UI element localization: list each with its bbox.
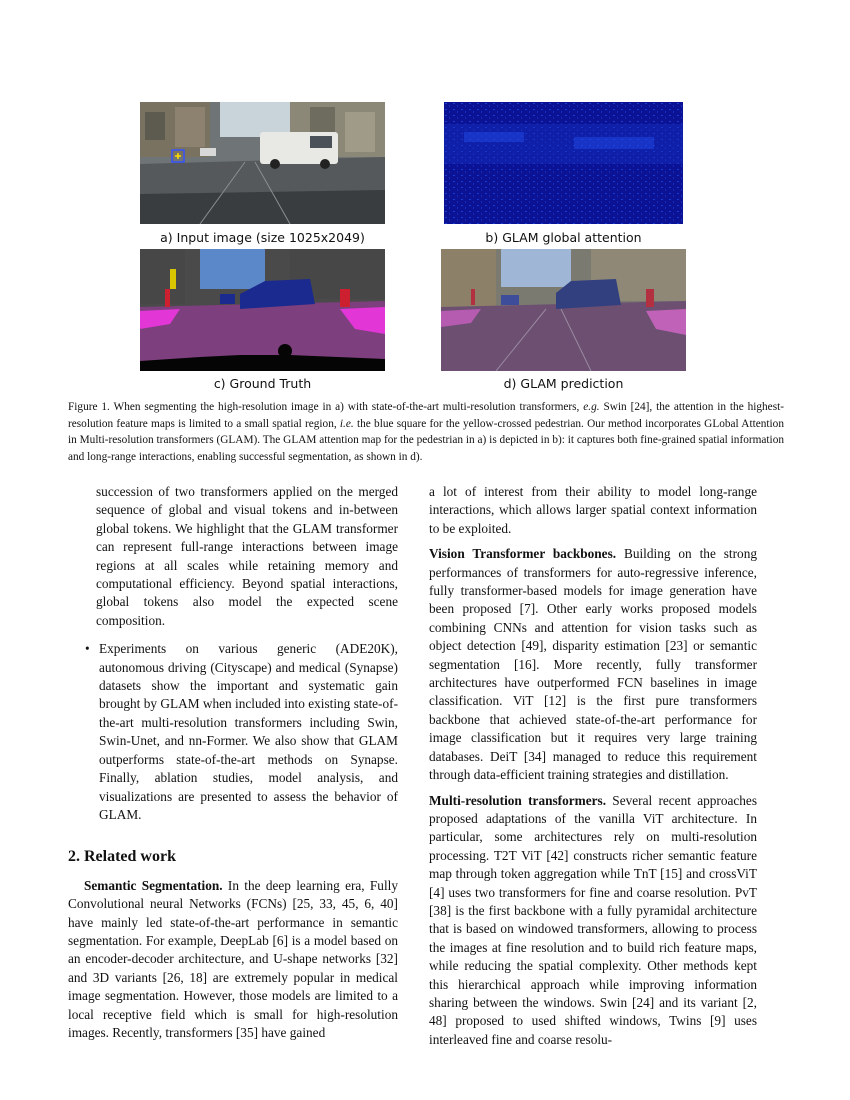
contribution-continued: succession of two transformers applied on the merged sequence of global and visual tokens and in-between global tokens. We highlight that the GLAM transformer can represent full-range interactions between image regions at all scales while retaining memory and computational efficiency. Beyond spatial interactions, global tokens also model the expected scene composition. xyxy=(96,484,398,628)
bullet-text: Experiments on various generic (ADE20K), autonomous driving (Cityscape) and medical (Synapse) datasets show the important and systematic gain brought by GLAM when included into existing state-of-the-art multi-resolution transformers including Swin, Swin-Unet, and nn-Former. We also show that GLAM outperforms state-of-the-art methods on Synapse. Finally, ablation studies, model analysis, and visualizations are presented to assess the behavior of GLAM. xyxy=(99,641,398,822)
paragraph-body: In the deep learning era, Fully Convolutional neural Networks (FCNs) [25, 33, 45, 6, 40] have mainly led state-of-the-art performance in semantic segmentation. For example, DeepLab [6] is a model based on an encoder-decoder architecture, and U-shape networks [32] and 3D variants [26, 18] are extremely popular in medical image segmentation. However, those models are limited to a local receptive field which is small for high-resolution images. Recently, transformers [35] have gained xyxy=(68,877,398,1040)
panel-c-caption: c) Ground Truth xyxy=(213,376,312,391)
semantic-segmentation-paragraph xyxy=(68,877,398,1043)
paragraph-title: Vision Transformer backbones. xyxy=(429,546,617,562)
panel-b-caption: b) GLAM global attention xyxy=(485,230,642,245)
paragraph-body: Several recent approaches proposed adaptations of the vanilla ViT architecture. In particular, some architectures rely on multi-resolution processing. T2T ViT [42] constructs richer semantic feature map through token aggregation while TnT [15] and crossViT [4] uses two transformers for fine and coarse resolution. PvT [38] is the first backbone with a fully pyramidal architecture that is based on windowed transformers, allowing to process the images at fine resolution and to build rich feature maps, while reducing the spatial complexity. Other methods kept this hierarchical approach while improving information sharing between the windows. Swin [24] and its variant [2, 48] proposed to used shifted windows, Twins [9] uses interleaved fine and coarse resolu- xyxy=(429,792,757,1047)
figure-caption: Figure 1. When segmenting the high-resolution image in a) with state-of-the-art multi-resolution transformers, e.g. Swin [24], the attention in the highest-resolution feature maps is limited to a small spatial region, i.e. the blue square for the yellow-crossed pedestrian. Our method incorporates GLobal Attention in Multi-resolution transformers (GLAM). The GLAM attention map for the pedestrian in a) is depicted in b): it captures both fine-grained spatial information and long-range interactions, enabling successful segmentation, as shown in d). xyxy=(68,401,784,463)
contribution-bullet xyxy=(68,640,398,824)
left-column xyxy=(68,483,398,1042)
section-heading: 2. Related work xyxy=(68,848,176,866)
right-column xyxy=(429,483,757,1049)
global-attention-map xyxy=(444,102,683,224)
paragraph-title: Semantic Segmentation. xyxy=(84,877,223,893)
input-image xyxy=(140,102,385,224)
vit-backbones-paragraph xyxy=(429,545,757,784)
paragraph-body: Building on the strong performances of transformers for auto-regressive inference, fully transformer-based models for image generation have been proposed [7]. Other early works proposed models combining CNNs and attention for vision tasks such as object detection [49], disparity estimation [23] or semantic segmentation [16]. More recently, fully transformer architectures have outperformed FCN baselines in image classification. ViT [12] is the first pure transformers backbone that achieved state-of-the-art performance for image classification but it requires very large training databases. DeiT [34] managed to reduce this requirement through data-efficient training strategies and distillation. xyxy=(429,546,757,783)
bullet-dot: • xyxy=(85,641,90,657)
multi-resolution-paragraph xyxy=(429,792,757,1050)
glam-prediction-map xyxy=(441,249,686,371)
ground-truth-map xyxy=(140,249,385,371)
panel-d-caption: d) GLAM prediction xyxy=(503,376,624,391)
panel-a-caption: a) Input image (size 1025x2049) xyxy=(160,230,365,245)
paragraph-continued: a lot of interest from their ability to model long-range interactions, which allows larger spatial context information to be exploited. xyxy=(429,484,757,536)
paragraph-title: Multi-resolution transformers. xyxy=(429,792,607,808)
